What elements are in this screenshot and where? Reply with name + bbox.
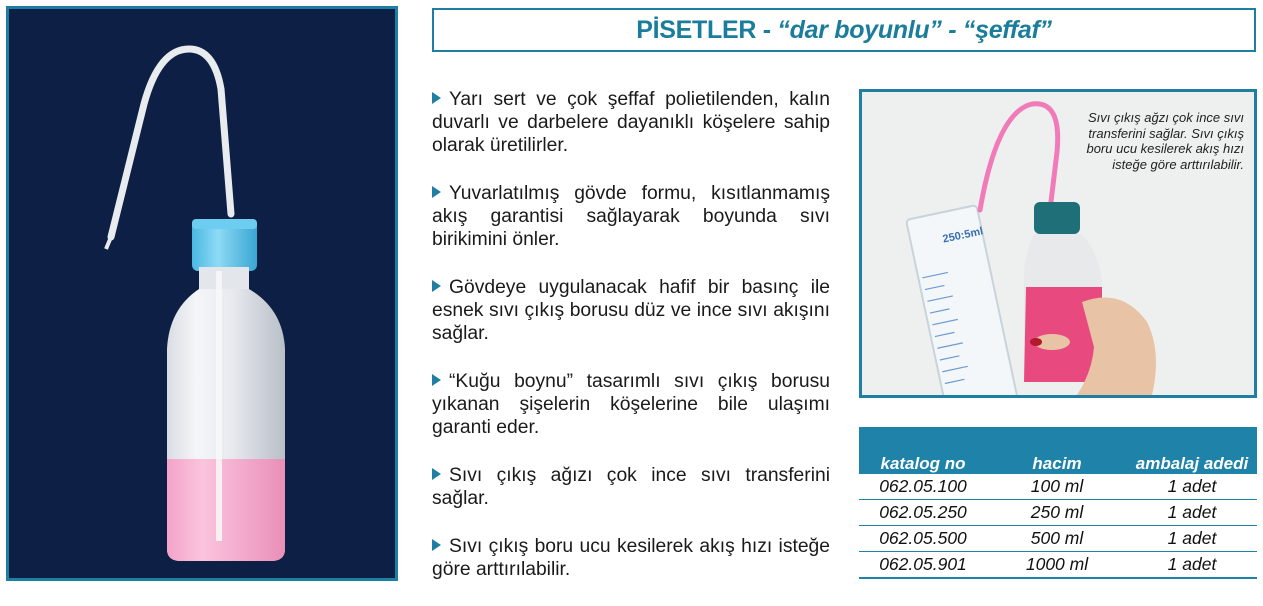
page-title (432, 8, 1256, 52)
arrow-right-icon (432, 280, 441, 292)
feature-item: Sıvı çıkış boru ucu kesilerek akış hızı isteğe göre arttırılabilir. (432, 536, 830, 580)
feature-item: Sıvı çıkış ağızı çok ince sıvı transferini sağlar. (432, 465, 830, 509)
title-main: PİSETLER - (636, 16, 778, 44)
table-row (859, 474, 1257, 500)
feature-item: Yarı sert ve çok şeffaf polietilenden, kalın duvarlı ve darbelere dayanıklı köşelere sahip olarak üretilirler. (432, 89, 830, 156)
cell-volume: 100 ml (987, 474, 1127, 500)
header-catalog: katalog no (859, 427, 987, 474)
cell-package: 1 adet (1127, 474, 1257, 500)
spec-table (859, 427, 1257, 579)
header-volume: hacim (987, 427, 1127, 474)
arrow-right-icon (432, 374, 441, 386)
cell-volume: 1000 ml (987, 552, 1127, 579)
header-package: ambalaj adedi (1127, 427, 1257, 474)
product-image-panel (6, 6, 398, 581)
table-row (859, 500, 1257, 526)
arrow-right-icon (432, 468, 441, 480)
cell-volume: 250 ml (987, 500, 1127, 526)
usage-photo (859, 89, 1257, 398)
arrow-right-icon (432, 539, 441, 551)
photo-caption: Sıvı çıkış ağzı çok ince sıvı transferini sağlar. Sıvı çıkış boru ucu kesilerek akış hızı isteğe göre arttırılabilir. (1086, 110, 1244, 172)
title-sub: “dar boyunlu” - “şeffaf” (777, 16, 1052, 44)
cell-package: 1 adet (1127, 552, 1257, 579)
arrow-right-icon (432, 186, 441, 198)
table-header-row (859, 427, 1257, 474)
feature-item: Yuvarlatılmış gövde formu, kısıtlanmamış akış garantisi sağlayarak boyunda sıvı birikimini önler. (432, 183, 830, 250)
feature-item: “Kuğu boynu” tasarımlı sıvı çıkış borusu yıkanan şişelerin köşelerine bile ulaşımı garanti eder. (432, 371, 830, 438)
table-row (859, 552, 1257, 579)
cell-package: 1 adet (1127, 500, 1257, 526)
cell-volume: 500 ml (987, 526, 1127, 552)
cylinder-label: 250:5ml (941, 225, 985, 246)
wash-bottle-image (9, 9, 395, 578)
arrow-right-icon (432, 92, 441, 104)
cell-catalog: 062.05.500 (859, 526, 987, 552)
cell-catalog: 062.05.901 (859, 552, 987, 579)
cell-package: 1 adet (1127, 526, 1257, 552)
table-row (859, 526, 1257, 552)
cell-catalog: 062.05.250 (859, 500, 987, 526)
cell-catalog: 062.05.100 (859, 474, 987, 500)
feature-list (432, 88, 830, 606)
feature-item: Gövdeye uygulanacak hafif bir basınç ile esnek sıvı çıkış borusu düz ve ince sıvı akışını sağlar. (432, 277, 830, 344)
